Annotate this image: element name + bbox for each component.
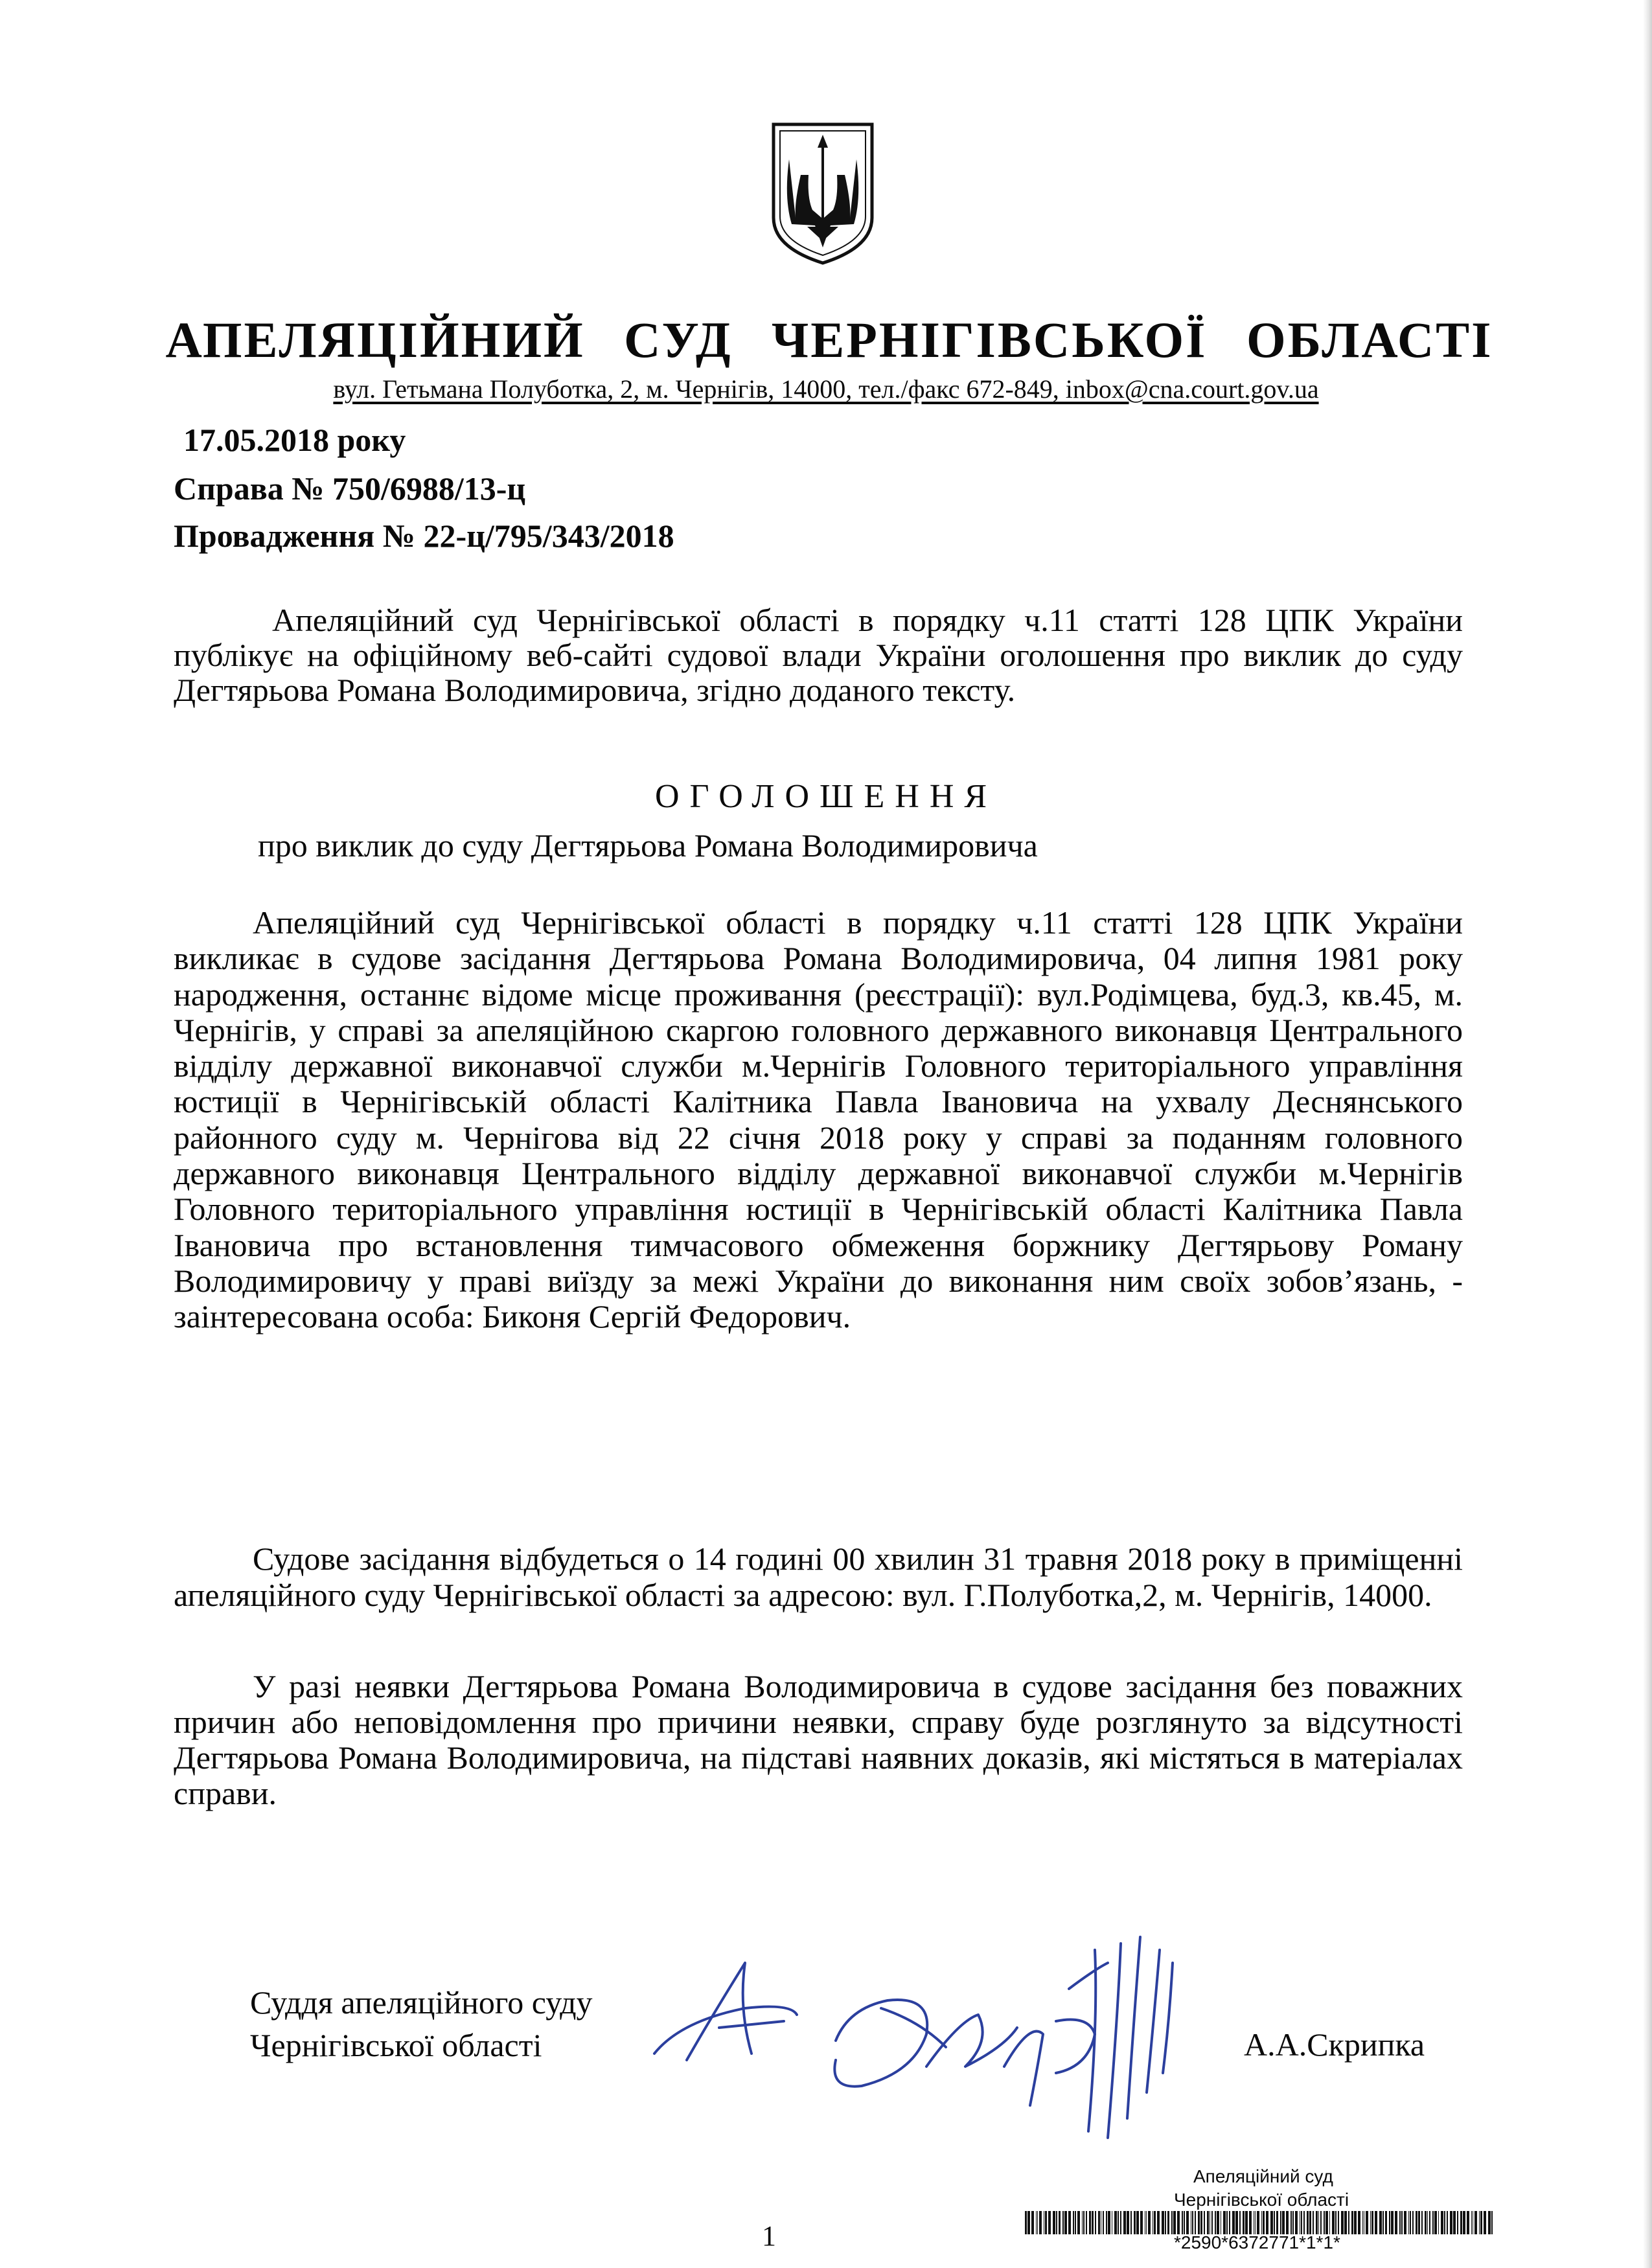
absence-paragraph: У разі неявки Дегтярьова Романа Володимировича в судове засідання без поважних причин або неповідомлення про причини неявки, справу буде розглянуто за відсутності Дегтярьова Романа Володимировича, на підставі наявних доказів, які містяться в матеріалах справи. xyxy=(174,1668,1463,1811)
barcode xyxy=(1025,2211,1495,2234)
intro-paragraph: Апеляційний суд Чернігівської області в порядку ч.11 статті 128 ЦПК України публікує на офіційному веб-сайті судової влади України оголошення про виклик до суду Дегтярьова Романа Володимировича, згідно доданого тексту. xyxy=(174,602,1463,708)
stamp-court-line1: Апеляційний суд xyxy=(1193,2166,1333,2186)
hearing-paragraph: Судове засідання відбудеться о 14 годині 00 хвилин 31 травня 2018 року в приміщенні апеляційного суду Чернігівської області за адресою: вул. Г.Полуботка,2, м. Чернігів, 14000. xyxy=(174,1541,1463,1613)
court-name: АПЕЛЯЦІЙНИЙ СУД ЧЕРНІГІВСЬКОЇ ОБЛАСТІ xyxy=(165,312,1493,368)
barcode-code: *2590*6372771*1*1* xyxy=(1174,2232,1340,2252)
judge-title xyxy=(250,1981,593,2067)
notice-paragraph: Апеляційний суд Чернігівської області в порядку ч.11 статті 128 ЦПК України викликає в судове засідання Дегтярьова Романа Володимировича, 04 липня 1981 року народження, останнє відоме місце проживання (реєстрації): вул.Родімцева, буд.3, кв.45, м. Чернігів, у справі за апеляційною скаргою головного державного виконавця Центрального відділу державної виконавчої служби м.Чернігів Головного територіального управління юстиції в Чернігівській області Калітника Павла Івановича на ухвалу Деснянського районного суду м. Чернігова від 22 січня 2018 року у справі за поданням головного державного виконавця Центрального відділу державної виконавчої служби м.Чернігів Головного територіального управління юстиції в Чернігівській області Калітника Павла Івановича про встановлення тимчасового обмеження боржнику Дегтярьову Роману Володимировичу у праві виїзду за межі України до виконання ним своїх зобов’язань, - заінтересована особа: Биконя Сергій Федорович. xyxy=(174,904,1463,1335)
judge-name: А.А.Скрипка xyxy=(1244,2026,1425,2063)
handwritten-signature xyxy=(641,1924,1211,2170)
document-date: 17.05.2018 року xyxy=(183,422,406,458)
case-number: Справа № 750/6988/13-ц xyxy=(174,470,526,507)
notice-subtitle: про виклик до суду Дегтярьова Романа Володимировича xyxy=(258,827,1038,864)
court-address: вул. Гетьмана Полуботка, 2, м. Чернігів, 14000, тел./факс 672-849, inbox@cna.court.gov.ua xyxy=(333,374,1319,404)
coat-of-arms-of-ukraine-icon xyxy=(770,120,876,267)
page-number: 1 xyxy=(762,2220,776,2252)
stamp-court-line2: Чернігівської області xyxy=(1174,2190,1349,2210)
judge-title-line2: Чернігівської області xyxy=(250,2027,542,2063)
proceeding-number: Провадження № 22-ц/795/343/2018 xyxy=(174,518,674,554)
judge-title-line1: Суддя апеляційного суду xyxy=(250,1984,593,2021)
notice-title: ОГОЛОШЕННЯ xyxy=(654,778,998,815)
